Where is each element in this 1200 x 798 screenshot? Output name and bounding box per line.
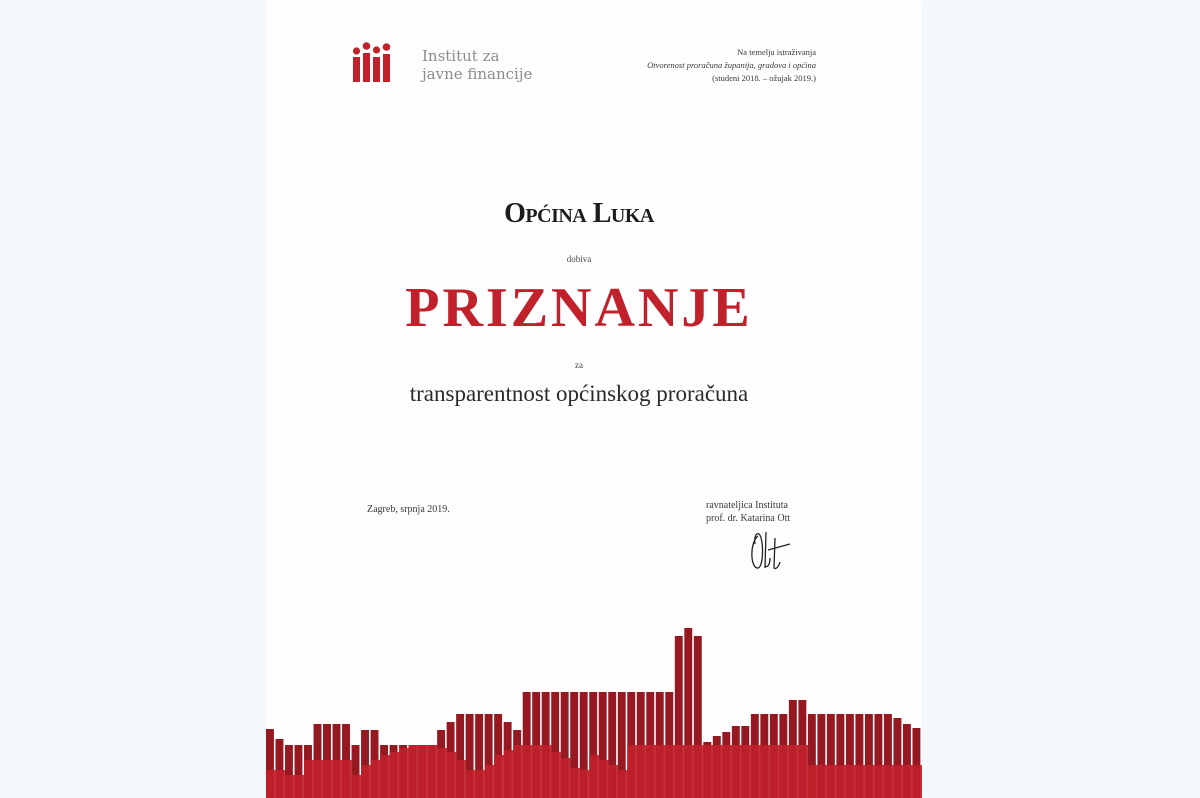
recipient-name: Općina Luka	[504, 198, 654, 229]
reference-line2: Otvorenost proračuna županija, gradova i općina	[647, 60, 816, 70]
place-and-date: Zagreb, srpnja 2019.	[367, 504, 450, 515]
institute-logo-icon	[352, 40, 392, 82]
institute-name-line1: Institut za	[422, 47, 500, 65]
award-title: PRIZNANJE	[405, 277, 753, 339]
for-label: za	[575, 360, 583, 370]
research-reference	[647, 46, 816, 85]
receives-label: dobiva	[566, 254, 592, 264]
institute-name	[422, 47, 532, 83]
reference-line3: (studeni 2018. – ožujak 2019.)	[712, 73, 816, 83]
city-skyline-bars	[266, 618, 922, 798]
reference-line1: Na temelju istraživanja	[737, 47, 816, 57]
signer-name: prof. dr. Katarina Ott	[706, 513, 791, 524]
signer-title: ravnateljica Instituta	[706, 500, 788, 511]
certificate-paper	[266, 0, 922, 798]
signer-block	[706, 499, 790, 525]
signature-icon	[748, 528, 796, 572]
award-reason: transparentnost općinskog proračuna	[409, 381, 749, 406]
institute-name-line2: javne financije	[422, 65, 533, 83]
